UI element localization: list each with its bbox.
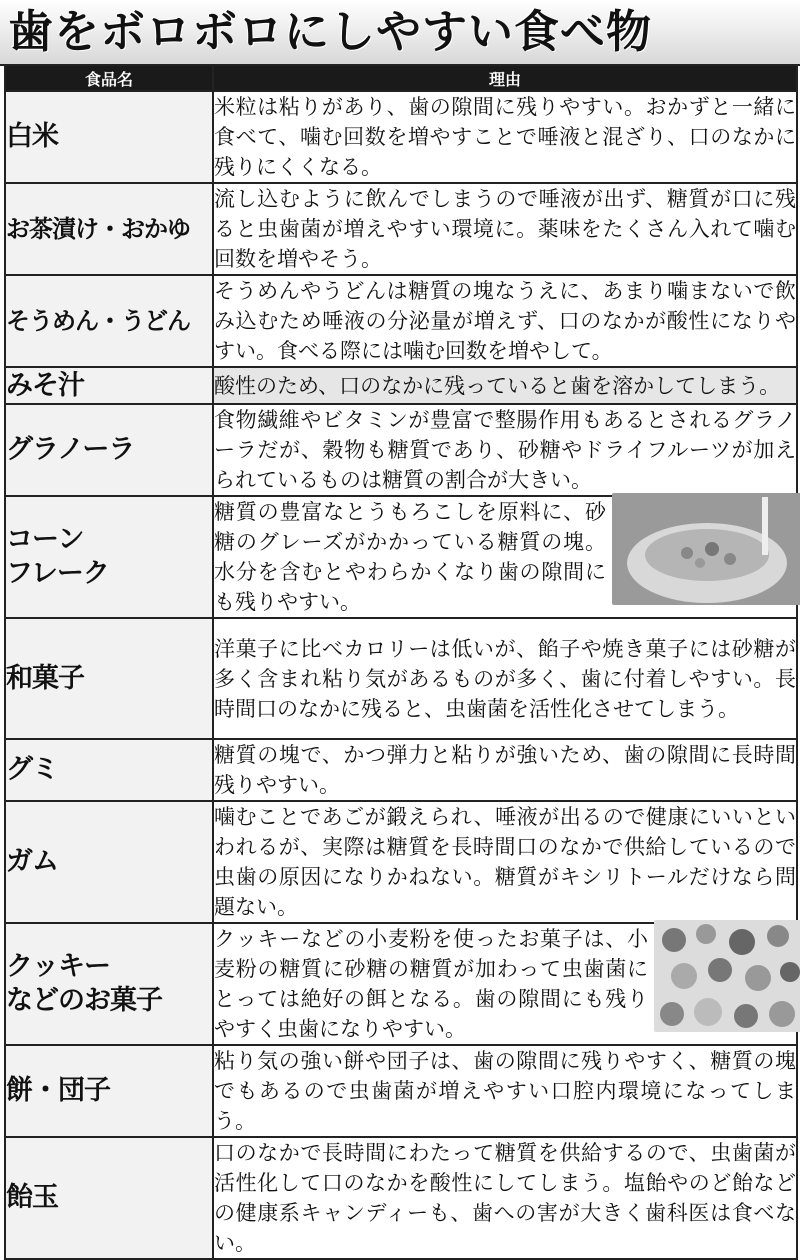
header-food: 食品名 — [5, 65, 213, 91]
reason-text: 流し込むように飲んでしまうので唾液が出ず、糖質が口に残ると虫歯菌が増えやすい環境に。薬味をたくさん入れて噛む回数を増やそう。 — [214, 187, 796, 271]
page-title: 歯をボロボロにしやすい食べ物 — [8, 5, 653, 58]
reason-cell — [213, 275, 797, 367]
table-row — [5, 739, 797, 801]
food-name: コーン フレーク — [5, 496, 213, 618]
reason-cell — [213, 367, 797, 404]
reason-text: そうめんやうどんは糖質の塊なうえに、あまり噛まないで飲み込むため唾液の分泌量が増えず、口のなかが酸性になりやすい。食べる際には噛む回数を増やして。 — [214, 279, 796, 363]
table-row — [5, 1045, 797, 1137]
reason-text: 食物繊維やビタミンが豊富で整腸作用もあるとされるグラノーラだが、穀物も糖質であり、砂糖やドライフルーツが加えられているものは糖質の割合が大きい。 — [214, 408, 796, 492]
header-reason: 理由 — [213, 65, 797, 91]
reason-cell — [213, 801, 797, 923]
food-name: そうめん・うどん — [5, 275, 213, 367]
reason-cell — [213, 1045, 797, 1137]
reason-text: 噛むことであごが鍛えられ、唾液が出るので健康にいいといわれるが、実際は糖質を長時間口のなかで供給しているので虫歯の原因になりかねない。糖質がキシリトールだけなら問題ない。 — [214, 805, 796, 919]
table-row — [5, 183, 797, 275]
food-name: 飴玉 — [5, 1137, 213, 1259]
table-row — [5, 91, 797, 183]
table-row — [5, 275, 797, 367]
food-name: クッキー などのお菓子 — [5, 923, 213, 1045]
reason-cell — [213, 183, 797, 275]
reason-cell — [213, 1137, 797, 1259]
table-row — [5, 404, 797, 496]
table-row — [5, 367, 797, 404]
reason-text: クッキーなどの小麦粉を使ったお菓子は、小麦粉の糖質に砂糖の糖質が加わって虫歯菌にとっては絶好の餌となる。歯の隙間にも残りやすく虫歯になりやすい。 — [214, 927, 648, 1041]
table-row — [5, 1137, 797, 1259]
reason-text: 糖質の豊富なとうもろこしを原料に、砂糖のグレーズがかかっている糖質の塊。水分を含むとやわらかくなり歯の隙間にも残りやすい。 — [214, 500, 606, 614]
cornflakes-photo — [612, 493, 800, 605]
food-name: ガム — [5, 801, 213, 923]
reason-cell — [213, 404, 797, 496]
reason-cell — [213, 496, 797, 618]
reason-text: 口のなかで長時間にわたって糖質を供給するので、虫歯菌が活性化して口のなかを酸性にしてしまう。塩飴やのど飴などの健康系キャンディーも、歯への害が大きく歯科医は食べない。 — [214, 1141, 796, 1255]
reason-cell — [213, 618, 797, 739]
food-table — [4, 64, 798, 1260]
reason-cell — [213, 923, 797, 1045]
food-name: 餅・団子 — [5, 1045, 213, 1137]
table-row — [5, 496, 797, 618]
table-row — [5, 923, 797, 1045]
reason-text: 酸性のため、口のなかに残っていると歯を溶かしてしまう。 — [214, 373, 781, 398]
reason-text: 粘り気の強い餅や団子は、歯の隙間に残りやすく、糖質の塊でもあるので虫歯菌が増えやすい口腔内環境になってしまう。 — [214, 1049, 796, 1133]
reason-text: 糖質の塊で、かつ弾力と粘りが強いため、歯の隙間に長時間残りやすい。 — [214, 743, 796, 797]
table-row — [5, 618, 797, 739]
food-name: グミ — [5, 739, 213, 801]
reason-cell — [213, 739, 797, 801]
food-name: 和菓子 — [5, 618, 213, 739]
food-name: 白米 — [5, 91, 213, 183]
food-name: お茶漬け・おかゆ — [5, 183, 213, 275]
reason-text: 洋菓子に比べカロリーは低いが、餡子や焼き菓子には砂糖が多く含まれ粘り気があるものが多く、歯に付着しやすい。長時間口のなかに残ると、虫歯菌を活性化させてしまう。 — [214, 636, 796, 721]
reason-cell — [213, 91, 797, 183]
reason-text: 米粒は粘りがあり、歯の隙間に残りやすい。おかずと一緒に食べて、噛む回数を増やすことで唾液と混ざり、口のなかに残りにくくなる。 — [214, 95, 796, 179]
title-bar — [0, 0, 800, 66]
food-name: グラノーラ — [5, 404, 213, 496]
food-name: みそ汁 — [5, 367, 213, 404]
table-row — [5, 801, 797, 923]
cookies-photo — [654, 920, 800, 1032]
table-header-row — [5, 65, 797, 91]
